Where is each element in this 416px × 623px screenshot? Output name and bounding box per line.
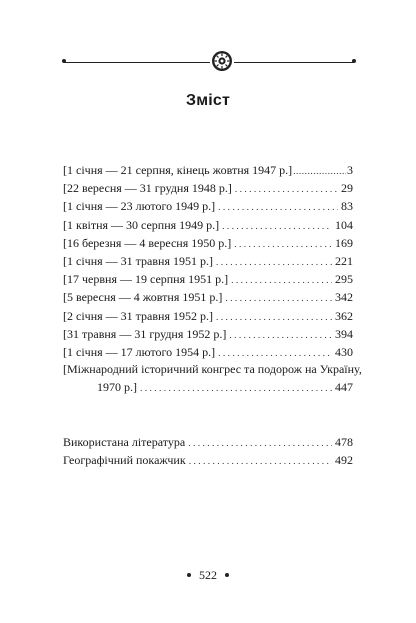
toc-leader-dots bbox=[218, 199, 338, 217]
toc-entry[interactable] bbox=[63, 216, 353, 234]
toc-leader-dots bbox=[235, 181, 338, 199]
toc-leader-dots bbox=[231, 272, 332, 290]
toc-entry-title: [1 січня — 21 серпня, кінець жовтня 1947 р.] bbox=[63, 163, 293, 177]
toc-leader-dots bbox=[225, 290, 332, 308]
bullet-icon bbox=[187, 573, 191, 577]
toc-entry-title: [1 квітня — 30 серпня 1949 р.] bbox=[63, 217, 220, 232]
toc-leader-dots bbox=[293, 163, 346, 181]
page-footer bbox=[0, 568, 416, 583]
toc-entry-page: 478 bbox=[335, 435, 353, 450]
toc-entry[interactable] bbox=[63, 161, 353, 179]
toc-entry[interactable] bbox=[63, 451, 353, 469]
toc-entry-page: 221 bbox=[335, 253, 353, 268]
toc-entry[interactable] bbox=[63, 325, 353, 343]
toc-entry[interactable] bbox=[63, 361, 362, 396]
toc-leader-dots bbox=[216, 254, 332, 272]
header-rule-end-dot bbox=[352, 59, 356, 63]
toc-entry[interactable] bbox=[63, 179, 353, 197]
toc-entry-title: Використана література bbox=[63, 435, 186, 450]
toc-entry-title: [17 червня — 19 серпня 1951 р.] bbox=[63, 272, 229, 287]
toc-leader-dots bbox=[140, 380, 332, 398]
section-gap bbox=[63, 396, 353, 433]
toc-entry-title: Географічний покажчик bbox=[63, 453, 186, 468]
toc-entry[interactable] bbox=[63, 270, 353, 288]
toc-leader-dots bbox=[234, 236, 332, 254]
toc-leader-dots bbox=[222, 218, 332, 236]
toc-entry-title-line2: 1970 р.] bbox=[97, 380, 137, 395]
toc-entry-title: [1 січня — 31 травня 1951 р.] bbox=[63, 253, 213, 268]
toc-entry-page: 169 bbox=[335, 235, 353, 250]
toc-entry[interactable] bbox=[63, 252, 353, 270]
toc-entry-page: 342 bbox=[335, 290, 353, 305]
toc-entry-page: 3 bbox=[347, 163, 353, 177]
toc-entry[interactable] bbox=[63, 288, 353, 306]
header-rule bbox=[64, 62, 354, 63]
toc-entry-title: [22 вересня — 31 грудня 1948 р.] bbox=[63, 181, 232, 196]
toc-leader-dots bbox=[189, 453, 332, 471]
page-number: 522 bbox=[199, 568, 217, 582]
toc-entry-page: 362 bbox=[335, 308, 353, 323]
toc-entry-title: [1 січня — 23 лютого 1949 р.] bbox=[63, 199, 216, 214]
toc-entry-title: [1 січня — 17 лютого 1954 р.] bbox=[63, 344, 216, 359]
toc-entry-page: 29 bbox=[341, 181, 353, 196]
header-rule-end-dot bbox=[62, 59, 66, 63]
bullet-icon bbox=[225, 573, 229, 577]
toc-entry-title-line1: [Міжнародний історичний конгрес та подорож на Україну, bbox=[63, 362, 362, 377]
toc-entry[interactable] bbox=[63, 343, 353, 361]
toc-entry[interactable] bbox=[63, 307, 353, 325]
toc-leader-dots bbox=[229, 327, 332, 345]
toc-entry-page: 430 bbox=[335, 344, 353, 359]
toc-entry-page: 83 bbox=[341, 199, 353, 214]
toc-entry-title: [2 січня — 31 травня 1952 р.] bbox=[63, 308, 213, 323]
page-title: Зміст bbox=[185, 92, 231, 109]
toc-entry-title: [31 травня — 31 грудня 1952 р.] bbox=[63, 326, 227, 341]
toc-entry-title: [16 березня — 4 вересня 1950 р.] bbox=[63, 235, 232, 250]
toc-entry[interactable] bbox=[63, 433, 353, 451]
toc-entry-title: [5 вересня — 4 жовтня 1951 р.] bbox=[63, 290, 223, 305]
toc-entry-page: 295 bbox=[335, 272, 353, 287]
toc-entry-page: 492 bbox=[335, 453, 353, 468]
toc-leader-dots bbox=[188, 435, 332, 453]
toc-entry-page: 394 bbox=[335, 326, 353, 341]
toc-entry-page: 104 bbox=[335, 217, 353, 232]
sunburst-ornament-icon bbox=[210, 49, 234, 73]
table-of-contents bbox=[63, 161, 362, 470]
toc-leader-dots bbox=[216, 309, 332, 327]
toc-entry[interactable] bbox=[63, 234, 353, 252]
toc-entry-page: 447 bbox=[335, 380, 353, 395]
toc-entry[interactable] bbox=[63, 197, 353, 215]
